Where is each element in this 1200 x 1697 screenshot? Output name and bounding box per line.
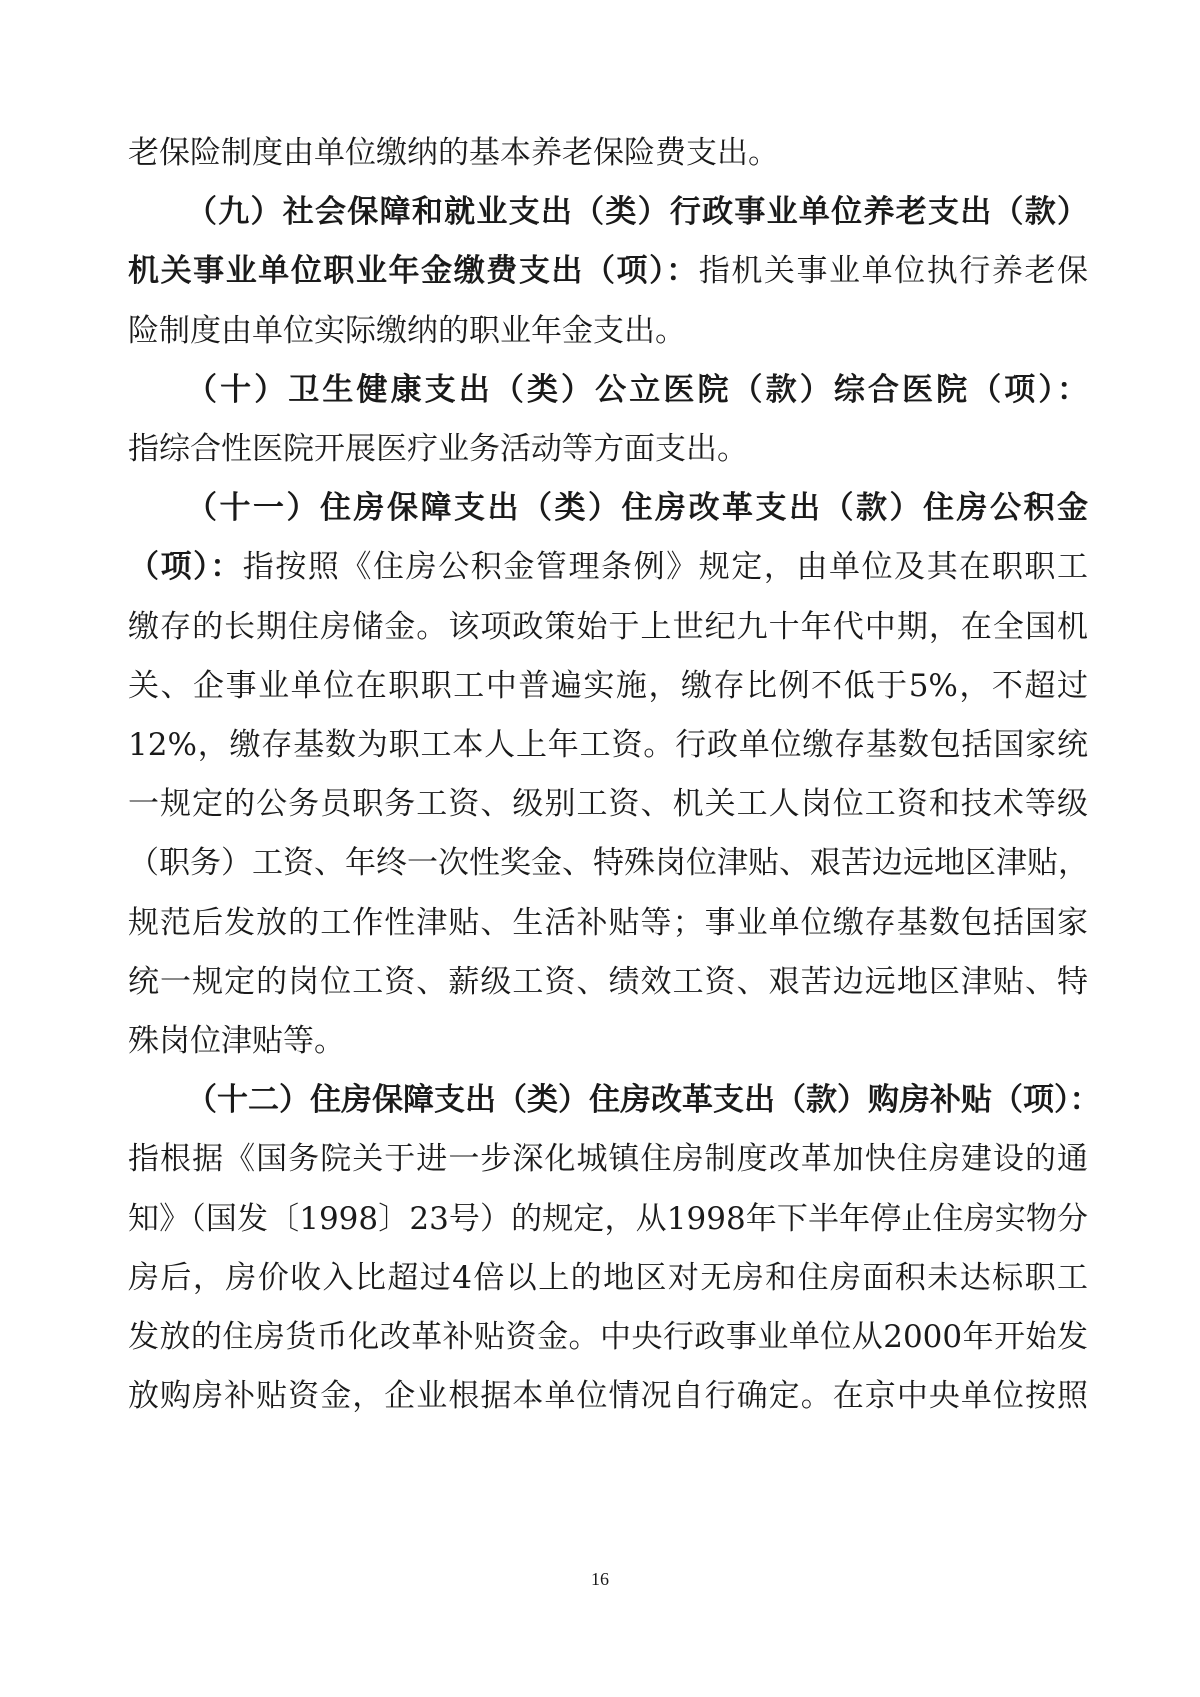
text-line	[186, 483, 1088, 533]
paragraph-text: 规范后发放的工作性津贴、生活补贴等；事业单位缴存基数包括国家	[128, 904, 1088, 941]
text-line	[128, 1134, 1088, 1184]
text-line	[128, 306, 1088, 356]
paragraph-text: 险制度由单位实际缴纳的职业年金支出。	[128, 312, 686, 349]
section-heading: （十）卫生健康支出（类）公立医院（款）综合医院（项）：	[186, 371, 1088, 408]
paragraph-text: 缴存的长期住房储金。该项政策始于上世纪九十年代中期，在全国机	[128, 608, 1088, 645]
section-heading: （九）社会保障和就业支出（类）行政事业单位养老支出（款）	[186, 194, 1088, 231]
text-line	[128, 898, 1088, 948]
paragraph-text: 一规定的公务员职务工资、级别工资、机关工人岗位工资和技术等级	[128, 786, 1088, 823]
paragraph-text: 知》（国发〔1998〕23号）的规定，从1998年下半年停止住房实物分	[128, 1200, 1088, 1237]
text-line	[128, 602, 1088, 652]
paragraph-text: 指综合性医院开展医疗业务活动等方面支出。	[128, 431, 748, 467]
text-line	[128, 424, 1088, 474]
paragraph-text: 殊岗位津贴等。	[128, 1023, 345, 1059]
paragraph-text: 指根据《国务院关于进一步深化城镇住房制度改革加快住房建设的通	[128, 1141, 1088, 1178]
paragraph-text: 发放的住房货币化改革补贴资金。中央行政事业单位从2000年开始发	[128, 1319, 1088, 1355]
text-line	[128, 1016, 1088, 1066]
text-line	[128, 661, 1088, 711]
text-line	[128, 779, 1088, 829]
text-line	[128, 128, 1088, 178]
text-line	[128, 720, 1088, 770]
text-line	[186, 187, 1088, 237]
text-line	[128, 1194, 1088, 1244]
text-line	[128, 246, 1088, 296]
paragraph-text: 老保险制度由单位缴纳的基本养老保险费支出。	[128, 135, 779, 171]
section-heading: （十二）住房保障支出（类）住房改革支出（款）购房补贴（项）：	[186, 1082, 1101, 1119]
paragraph-text: 指机关事业单位执行养老保	[698, 253, 1089, 290]
section-heading: （十一）住房保障支出（类）住房改革支出（款）住房公积金	[186, 490, 1088, 527]
paragraph-text: 房后，房价收入比超过4倍以上的地区对无房和住房面积未达标职工	[128, 1259, 1088, 1296]
section-heading: （项）：	[128, 549, 243, 586]
text-line	[128, 542, 1088, 592]
text-line	[128, 838, 1088, 888]
section-heading: 机关事业单位职业年金缴费支出（项）：	[128, 253, 699, 290]
paragraph-text: 放购房补贴资金，企业根据本单位情况自行确定。在京中央单位按照	[128, 1378, 1088, 1415]
paragraph-text: 指按照《住房公积金管理条例》规定，由单位及其在职职工	[242, 549, 1089, 586]
text-line	[128, 957, 1088, 1007]
text-line	[128, 1312, 1088, 1362]
text-line	[186, 1075, 1101, 1125]
paragraph-text: 关、企事业单位在职职工中普遍实施，缴存比例不低于5%，不超过	[128, 667, 1088, 704]
text-line	[128, 1371, 1088, 1421]
paragraph-text: （职务）工资、年终一次性奖金、特殊岗位津贴、艰苦边远地区津贴，	[128, 845, 1089, 882]
page-number: 16	[591, 1569, 609, 1589]
text-line	[186, 365, 1088, 415]
paragraph-text: 12%，缴存基数为职工本人上年工资。行政单位缴存基数包括国家统	[128, 727, 1088, 763]
paragraph-text: 统一规定的岗位工资、薪级工资、绩效工资、艰苦边远地区津贴、特	[128, 963, 1088, 1000]
text-line	[128, 1253, 1088, 1303]
